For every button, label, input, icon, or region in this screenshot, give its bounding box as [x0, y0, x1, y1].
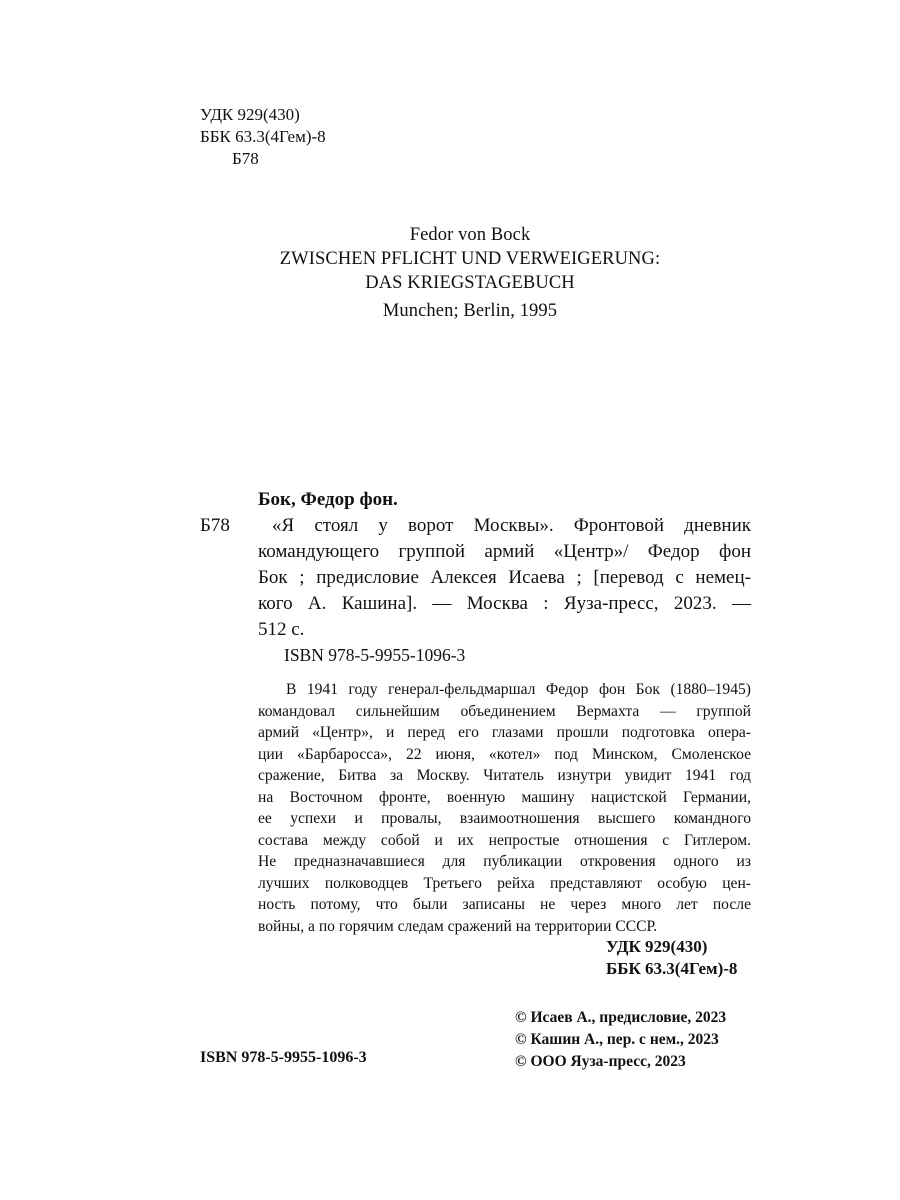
copyright-line: © Исаев А., предисловие, 2023	[515, 1009, 727, 1026]
annotation-line: войны, а по горячим следам сражений на территории СССР.	[258, 917, 658, 935]
annotation-line: командовал сильнейшим объединением Вермахта — группой	[258, 702, 751, 720]
annotation	[258, 679, 751, 937]
catalog-author-heading: Бок, Федор фон.	[258, 489, 398, 510]
original-imprint: Munchen; Berlin, 1995	[382, 301, 558, 321]
annotation-line: на Восточном фронте, военную машину нацистской Германии,	[258, 788, 751, 806]
original-author: Fedor von Bock	[409, 225, 531, 245]
description-line: командующего группой армий «Центр»/ Федор фон	[258, 541, 751, 562]
copyright-line: © Кашин А., пер. с нем., 2023	[515, 1031, 719, 1048]
annotation-line: состава между собой и их непростые отношения с Гитлером.	[258, 831, 751, 849]
original-title-line-2: DAS KRIEGSTAGEBUCH	[365, 273, 575, 293]
annotation-line: Не предназначавшиеся для публикации откровения одного из	[258, 853, 751, 870]
annotation-line: В 1941 году генерал-фельдмаршал Федор фон Бок (1880–1945)	[286, 681, 751, 698]
original-title-block	[0, 223, 900, 323]
catalog-author-mark: Б78	[200, 515, 230, 536]
annotation-line: ции «Барбаросса», 22 июня, «котел» под Минском, Смоленское	[258, 745, 751, 763]
annotation-line: армий «Центр», и перед его глазами прошли подготовка опера-	[258, 724, 751, 741]
annotation-line: ее успехи и провалы, взаимоотношения высшего командного	[258, 810, 751, 827]
copyright-block	[515, 1007, 726, 1073]
annotation-line: ность потому, что были записаны не через много лет после	[258, 896, 751, 913]
top-classification	[200, 104, 326, 170]
bottom-udk-code: УДК 929(430)	[606, 937, 708, 956]
description-line: «Я стоял у ворот Москвы». Фронтовой дневник	[272, 515, 751, 536]
catalog-description	[258, 513, 751, 643]
annotation-line: лучших полководцев Третьего рейха представляют особую цен-	[258, 874, 751, 892]
description-line: Бок ; предисловие Алексея Исаева ; [перевод с немец-	[258, 567, 751, 588]
copyright-line: © ООО Яуза-пресс, 2023	[515, 1053, 686, 1070]
udk-code: УДК 929(430)	[200, 105, 300, 124]
bottom-isbn: ISBN 978-5-9955-1096-3	[200, 1049, 367, 1066]
bottom-bbk-code: ББК 63.3(4Гем)-8	[606, 959, 738, 978]
description-line: 512 с.	[258, 619, 305, 640]
bottom-classification	[606, 936, 737, 980]
annotation-line: сражение, Битва за Москву. Читатель изнутри увидит 1941 год	[258, 767, 751, 784]
bbk-code: ББК 63.3(4Гем)-8	[200, 127, 326, 146]
catalog-isbn: ISBN 978-5-9955-1096-3	[284, 645, 466, 665]
original-title-line-1: ZWISCHEN PFLICHT UND VERWEIGERUNG:	[279, 249, 661, 269]
description-line: кого А. Кашина]. — Москва : Яуза-пресс, 2023. —	[258, 593, 751, 614]
author-mark: Б78	[232, 149, 259, 168]
